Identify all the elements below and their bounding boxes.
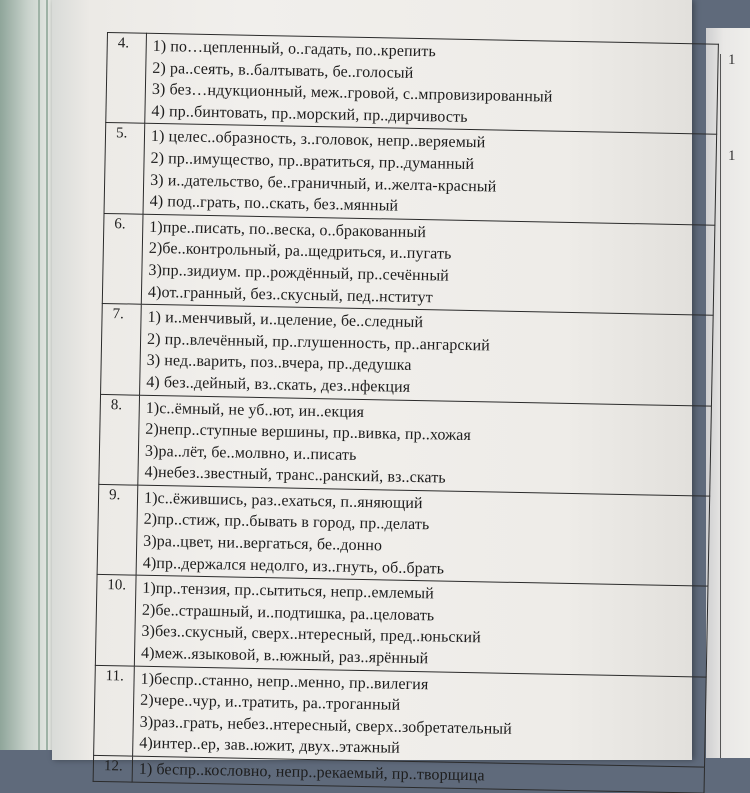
task-options: [141, 214, 715, 315]
task-options: [143, 124, 717, 225]
task-number: 11.: [94, 665, 135, 756]
answer-option: 4) пр..бинтовать, пр..морский, пр..дирчивость: [151, 102, 468, 126]
answer-option: 1)пр..тензия, пр..сытиться, непр..емлемый: [142, 580, 435, 603]
task-row: [102, 213, 715, 315]
task-row: [99, 394, 712, 496]
edge-line: [46, 0, 48, 750]
task-options: [138, 395, 712, 496]
answer-option: 3) без…ндукционный, меж..гровой, с..мпровизированный: [151, 81, 553, 106]
answer-option: 3)без..скусный, сверх..нтересный, пред..юньский: [141, 623, 482, 647]
answer-option: 3)ра..лёт, бе..молвно, и..писать: [144, 442, 357, 464]
answer-option: 4)от..гранный, без..скусный, пед..нститут: [147, 283, 434, 306]
answer-option: 4)пр..держался недолго, из..гнуть, об..брать: [142, 554, 445, 578]
answer-option: 3) и..дательство, бе..граничный, и..желта-красный: [150, 171, 497, 196]
task-options: [133, 666, 707, 767]
task-number: 5.: [104, 123, 145, 214]
task-row: [104, 123, 717, 225]
answer-option: 3) нед..варить, поз..вчера, пр..дедушка: [146, 352, 412, 375]
answer-option: 2) пр..имущество, пр..вратиться, пр..думанный: [150, 149, 475, 174]
next-page-mark: 1: [728, 148, 736, 164]
task-row: [94, 665, 707, 767]
task-number: 12.: [93, 755, 132, 781]
answer-option: 4)меж..языковой, в..южный, раз..ярённый: [140, 644, 429, 668]
task-row: [97, 484, 710, 586]
task-row: [106, 33, 719, 135]
task-number: 10.: [95, 575, 136, 666]
answer-option: 3)ра..цвет, ни..вергаться, бе..донно: [143, 532, 383, 555]
task-number: 7.: [101, 304, 142, 395]
answer-option: 4)интер..ер, зав..южит, двух..этажный: [139, 735, 400, 758]
next-page-mark: 1: [728, 52, 736, 68]
answer-option: 1)с..ёмный, не уб..ют, ин..екция: [145, 399, 365, 421]
task-options: [145, 33, 719, 134]
answer-option: 2) ра..сеять, в..балтывать, бе..голосый: [152, 59, 414, 82]
task-options: [140, 304, 714, 405]
task-options: [136, 485, 710, 586]
answer-option: 1) целес..образность, з..головок, непр..веряемый: [150, 128, 486, 152]
answer-option: 4)небез..звестный, транс..ранский, вз..скать: [144, 464, 446, 487]
answer-option: 1) по…цепленный, о..гадать, по..крепить: [152, 37, 437, 61]
task-number: 9.: [97, 484, 138, 575]
task-row: [101, 304, 714, 406]
answer-option: 1)с..ёжившись, раз..ехаться, п..яняющий: [143, 489, 423, 513]
task-number: 8.: [99, 394, 140, 485]
task-number: 4.: [106, 33, 147, 124]
answer-option: 3)пр..зидиум. пр..рождённый, пр..сечённый: [148, 261, 450, 285]
answer-option: 1)пре..писать, по..веска, о..бракованный: [149, 218, 427, 241]
task-number: 6.: [102, 213, 143, 304]
answer-option: 4) без..дейный, вз..скать, дез..нфекция: [146, 373, 411, 396]
answer-option: 1) беспр..кословно, непр..рекаемый, пр..творщица: [138, 760, 485, 785]
book-page: [52, 0, 692, 785]
answer-option: 4) под..грать, по..скать, без..мянный: [149, 193, 399, 215]
task-sheet: [93, 32, 719, 793]
task-row: [95, 575, 708, 677]
edge-line: [38, 0, 40, 750]
answer-option: 2)бе..контрольный, ра..щедриться, и..пугать: [148, 240, 452, 263]
next-page-border: [720, 54, 721, 758]
answer-option: 2)непр..ступные вершины, пр..вивка, пр..хожая: [145, 420, 472, 445]
answer-option: 1) и..менчивый, и..целение, бе..следный: [147, 308, 424, 332]
task-options: [134, 575, 708, 676]
answer-option: 2)бе..страшный, и..подтишка, ра..целовать: [141, 601, 435, 625]
tasks-table: [93, 32, 719, 793]
answer-option: 2)пр..стиж, пр..бывать в город, пр..делать: [143, 511, 430, 534]
answer-option: 1)беспр..станно, непр..менно, пр..вилегия: [140, 670, 429, 693]
answer-option: 3)раз..грать, небез..нтересный, сверх..зобретательный: [139, 713, 513, 738]
answer-option: 2) пр..влечённый, пр..глушенность, пр..ангарский: [146, 330, 491, 355]
answer-option: 2)чере..чур, и..тратить, ра..троганный: [140, 691, 401, 714]
